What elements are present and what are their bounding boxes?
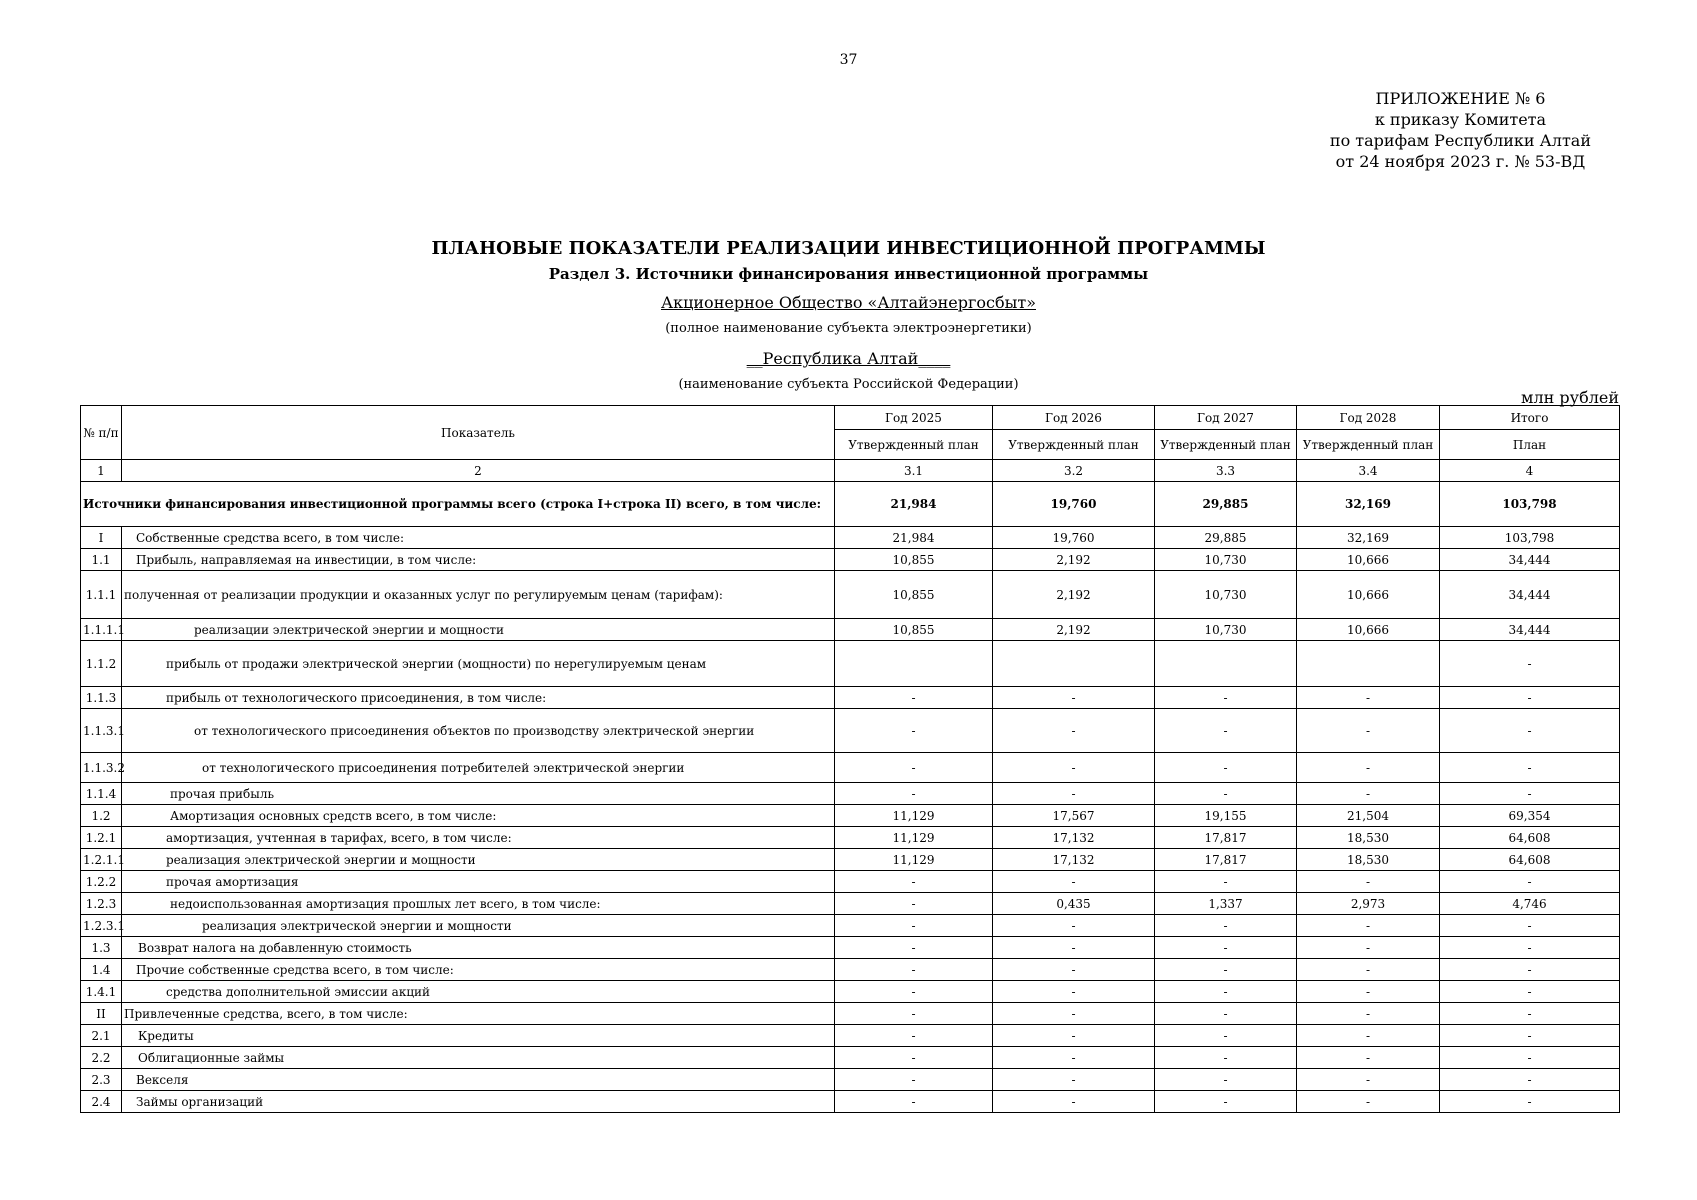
cell-value: - (993, 709, 1155, 753)
cell-value: 103,798 (1440, 527, 1620, 549)
cell-value: 2,192 (993, 549, 1155, 571)
cell-value: - (993, 1047, 1155, 1069)
row-num: 1.4.1 (81, 981, 122, 1003)
cell-value: 34,444 (1440, 619, 1620, 641)
units-label: млн рублей (1521, 388, 1619, 407)
row-label: средства дополнительной эмиссии акций (122, 981, 835, 1003)
cell-value: - (993, 959, 1155, 981)
cell-value: - (1297, 937, 1440, 959)
cell-value: - (835, 1025, 993, 1047)
row-label: прочая прибыль (122, 783, 835, 805)
cell-value: 34,444 (1440, 549, 1620, 571)
table-row (81, 937, 1620, 959)
row-num: 1.2.3 (81, 893, 122, 915)
header-plan: Утвержденный план (1297, 430, 1440, 460)
row-num: 1.1.1.1 (81, 619, 122, 641)
row-num: 1.1.1 (81, 571, 122, 619)
row-label: реализация электрической энергии и мощности (122, 915, 835, 937)
cell-value: - (1297, 687, 1440, 709)
cell-value: - (1440, 1091, 1620, 1113)
cell-value: 2,973 (1297, 893, 1440, 915)
cell-value: - (1297, 981, 1440, 1003)
cell-value: 64,608 (1440, 849, 1620, 871)
entity-name: Акционерное Общество «Алтайэнергосбыт» (660, 293, 1036, 312)
cell-value: - (993, 1069, 1155, 1091)
cell-value: 29,885 (1155, 482, 1297, 527)
appendix-line: от 24 ноября 2023 г. № 53-ВД (1335, 152, 1586, 171)
row-num: 1.1 (81, 549, 122, 571)
cell-value: - (1440, 1047, 1620, 1069)
cell-value: - (835, 1091, 993, 1113)
cell-value: 34,444 (1440, 571, 1620, 619)
table-row (81, 1091, 1620, 1113)
table-row (81, 687, 1620, 709)
cell-value: 10,855 (835, 571, 993, 619)
title-block (0, 238, 1697, 392)
column-number: 3.2 (993, 460, 1155, 482)
header-plan: Утвержденный план (993, 430, 1155, 460)
cell-value: - (1440, 959, 1620, 981)
entity-caption: (полное наименование субъекта электроэнергетики) (665, 321, 1032, 336)
cell-value: - (1297, 783, 1440, 805)
table-row (81, 1025, 1620, 1047)
cell-value: 17,132 (993, 827, 1155, 849)
table-row (81, 805, 1620, 827)
cell-value: - (1297, 753, 1440, 783)
header-num: № п/п (81, 406, 122, 460)
cell-value: - (1440, 981, 1620, 1003)
cell-value: - (993, 1003, 1155, 1025)
cell-value: 32,169 (1297, 527, 1440, 549)
cell-value: 17,817 (1155, 827, 1297, 849)
document-title: ПЛАНОВЫЕ ПОКАЗАТЕЛИ РЕАЛИЗАЦИИ ИНВЕСТИЦИОННОЙ ПРОГРАММЫ (431, 238, 1266, 259)
appendix-line: к приказу Комитета (1374, 110, 1547, 129)
cell-value: 11,129 (835, 827, 993, 849)
cell-value: 11,129 (835, 849, 993, 871)
cell-value: 10,666 (1297, 619, 1440, 641)
cell-value: - (1440, 753, 1620, 783)
table-row (81, 1069, 1620, 1091)
table-row (81, 709, 1620, 753)
cell-value: - (1297, 1047, 1440, 1069)
cell-value: 19,155 (1155, 805, 1297, 827)
column-number: 1 (81, 460, 122, 482)
cell-value: 103,798 (1440, 482, 1620, 527)
row-num: 2.2 (81, 1047, 122, 1069)
row-label: прибыль от продажи электрической энергии (мощности) по нерегулируемым ценам (122, 641, 835, 687)
cell-value: - (1440, 641, 1620, 687)
cell-value (993, 641, 1155, 687)
row-num: 1.2.2 (81, 871, 122, 893)
row-num: 1.1.3.1 (81, 709, 122, 753)
cell-value: 10,855 (835, 619, 993, 641)
cell-value: - (993, 1091, 1155, 1113)
table-row (81, 1047, 1620, 1069)
column-number: 3.4 (1297, 460, 1440, 482)
cell-value: - (993, 871, 1155, 893)
cell-value (1155, 641, 1297, 687)
financing-table (80, 405, 1620, 1113)
cell-value: 2,192 (993, 571, 1155, 619)
cell-value: - (835, 871, 993, 893)
row-label: реализации электрической энергии и мощности (122, 619, 835, 641)
cell-value: 69,354 (1440, 805, 1620, 827)
cell-value: - (835, 915, 993, 937)
cell-value: 17,817 (1155, 849, 1297, 871)
row-num: 1.1.3.2 (81, 753, 122, 783)
header-plan: Утвержденный план (1155, 430, 1297, 460)
row-label: Прибыль, направляемая на инвестиции, в том числе: (122, 549, 835, 571)
cell-value: 21,984 (835, 482, 993, 527)
cell-value: - (1155, 1091, 1297, 1113)
column-number: 3.1 (835, 460, 993, 482)
row-label: Собственные средства всего, в том числе: (122, 527, 835, 549)
row-num: I (81, 527, 122, 549)
table-row (81, 871, 1620, 893)
row-label: недоиспользованная амортизация прошлых лет всего, в том числе: (122, 893, 835, 915)
cell-value: 11,129 (835, 805, 993, 827)
cell-value: - (1155, 687, 1297, 709)
cell-value: 4,746 (1440, 893, 1620, 915)
cell-value: - (835, 1069, 993, 1091)
cell-value: - (1155, 981, 1297, 1003)
cell-value: - (835, 1047, 993, 1069)
row-num: 1.1.2 (81, 641, 122, 687)
column-number: 4 (1440, 460, 1620, 482)
table-row (81, 981, 1620, 1003)
row-label: Источники финансирования инвестиционной программы всего (строка I+строка II) всего, в том числе: (81, 482, 835, 527)
cell-value: - (1297, 1069, 1440, 1091)
cell-value: 10,730 (1155, 571, 1297, 619)
header-year: Год 2028 (1297, 406, 1440, 430)
row-label: Амортизация основных средств всего, в том числе: (122, 805, 835, 827)
cell-value: - (993, 783, 1155, 805)
table-row (81, 827, 1620, 849)
row-num: 1.2.3.1 (81, 915, 122, 937)
header-indicator: Показатель (122, 406, 835, 460)
page-number: 37 (839, 52, 858, 68)
row-label: амортизация, учтенная в тарифах, всего, в том числе: (122, 827, 835, 849)
row-num: 1.1.4 (81, 783, 122, 805)
row-label: Займы организаций (122, 1091, 835, 1113)
header-year: Год 2027 (1155, 406, 1297, 430)
row-num: 1.2.1.1 (81, 849, 122, 871)
cell-value: - (993, 915, 1155, 937)
cell-value: - (993, 937, 1155, 959)
cell-value: 32,169 (1297, 482, 1440, 527)
cell-value: - (835, 959, 993, 981)
cell-value: - (1155, 1003, 1297, 1025)
cell-value: - (835, 937, 993, 959)
cell-value: - (835, 753, 993, 783)
document-subtitle: Раздел 3. Источники финансирования инвестиционной программы (548, 265, 1149, 283)
row-num: 2.4 (81, 1091, 122, 1113)
cell-value: - (1440, 871, 1620, 893)
row-num: 2.3 (81, 1069, 122, 1091)
cell-value: - (1440, 1069, 1620, 1091)
table-row (81, 915, 1620, 937)
cell-value: - (1155, 871, 1297, 893)
appendix-line: по тарифам Республики Алтай (1329, 131, 1591, 150)
cell-value: - (835, 709, 993, 753)
cell-value (1297, 641, 1440, 687)
row-num: 1.1.3 (81, 687, 122, 709)
row-label: полученная от реализации продукции и оказанных услуг по регулируемым ценам (тарифам): (122, 571, 835, 619)
appendix-block (1330, 88, 1591, 172)
cell-value: - (1440, 1025, 1620, 1047)
header-plan: Утвержденный план (835, 430, 993, 460)
table-row (81, 641, 1620, 687)
cell-value: - (993, 687, 1155, 709)
cell-value: - (1297, 1025, 1440, 1047)
table-row (81, 893, 1620, 915)
table-row (81, 849, 1620, 871)
row-label: Привлеченные средства, всего, в том числе: (122, 1003, 835, 1025)
cell-value: - (835, 893, 993, 915)
header-total-plan: План (1440, 430, 1620, 460)
cell-value: - (835, 1003, 993, 1025)
column-number: 3.3 (1155, 460, 1297, 482)
header-year: Год 2025 (835, 406, 993, 430)
cell-value: 17,567 (993, 805, 1155, 827)
cell-value: - (993, 1025, 1155, 1047)
cell-value: - (1440, 937, 1620, 959)
row-label: Возврат налога на добавленную стоимость (122, 937, 835, 959)
cell-value: - (1155, 1069, 1297, 1091)
row-label: Облигационные займы (122, 1047, 835, 1069)
cell-value: - (993, 981, 1155, 1003)
row-label: от технологического присоединения объектов по производству электрической энергии (122, 709, 835, 753)
cell-value: - (1440, 709, 1620, 753)
table-row (81, 1003, 1620, 1025)
cell-value: - (1297, 871, 1440, 893)
header-year: Год 2026 (993, 406, 1155, 430)
cell-value: - (993, 753, 1155, 783)
cell-value: - (1155, 915, 1297, 937)
row-num: II (81, 1003, 122, 1025)
cell-value: - (1440, 1003, 1620, 1025)
table-row (81, 549, 1620, 571)
cell-value: 64,608 (1440, 827, 1620, 849)
row-num: 1.3 (81, 937, 122, 959)
cell-value: 18,530 (1297, 849, 1440, 871)
cell-value: - (1297, 915, 1440, 937)
cell-value: 10,730 (1155, 619, 1297, 641)
cell-value: - (1297, 959, 1440, 981)
cell-value: 17,132 (993, 849, 1155, 871)
row-label: Векселя (122, 1069, 835, 1091)
column-number: 2 (122, 460, 835, 482)
table-row (81, 619, 1620, 641)
row-label: от технологического присоединения потребителей электрической энергии (122, 753, 835, 783)
cell-value: - (1155, 1047, 1297, 1069)
cell-value: 18,530 (1297, 827, 1440, 849)
cell-value: - (835, 783, 993, 805)
table-row (81, 753, 1620, 783)
header-total: Итого (1440, 406, 1620, 430)
cell-value: - (1297, 1003, 1440, 1025)
cell-value: - (835, 981, 993, 1003)
cell-value: - (1155, 959, 1297, 981)
cell-value: 19,760 (993, 527, 1155, 549)
row-num: 1.4 (81, 959, 122, 981)
cell-value: 0,435 (993, 893, 1155, 915)
cell-value: - (1155, 753, 1297, 783)
cell-value (835, 641, 993, 687)
cell-value: - (1440, 915, 1620, 937)
row-label: реализация электрической энергии и мощности (122, 849, 835, 871)
cell-value: 10,666 (1297, 571, 1440, 619)
cell-value: - (1440, 687, 1620, 709)
cell-value: - (1155, 937, 1297, 959)
cell-value: 1,337 (1155, 893, 1297, 915)
cell-value: 10,730 (1155, 549, 1297, 571)
row-label: Кредиты (122, 1025, 835, 1047)
row-label: прибыль от технологического присоединения, в том числе: (122, 687, 835, 709)
row-num: 1.2 (81, 805, 122, 827)
cell-value: - (1155, 783, 1297, 805)
region-caption: (наименование субъекта Российской Федерации) (678, 377, 1019, 392)
cell-value: 21,504 (1297, 805, 1440, 827)
row-num: 2.1 (81, 1025, 122, 1047)
cell-value: - (1440, 783, 1620, 805)
cell-value: - (1155, 709, 1297, 753)
cell-value: 10,855 (835, 549, 993, 571)
row-label: прочая амортизация (122, 871, 835, 893)
cell-value: 21,984 (835, 527, 993, 549)
region-name: __Республика Алтай____ (746, 349, 951, 368)
table-row (81, 783, 1620, 805)
cell-value: - (1155, 1025, 1297, 1047)
table-row (81, 959, 1620, 981)
cell-value: 10,666 (1297, 549, 1440, 571)
cell-value: 2,192 (993, 619, 1155, 641)
cell-value: - (1297, 1091, 1440, 1113)
appendix-line: ПРИЛОЖЕНИЕ № 6 (1375, 89, 1546, 108)
cell-value: - (1297, 709, 1440, 753)
table-row (81, 527, 1620, 549)
row-label: Прочие собственные средства всего, в том числе: (122, 959, 835, 981)
row-num: 1.2.1 (81, 827, 122, 849)
table-row (81, 482, 1620, 527)
cell-value: - (835, 687, 993, 709)
cell-value: 19,760 (993, 482, 1155, 527)
cell-value: 29,885 (1155, 527, 1297, 549)
table-row (81, 571, 1620, 619)
